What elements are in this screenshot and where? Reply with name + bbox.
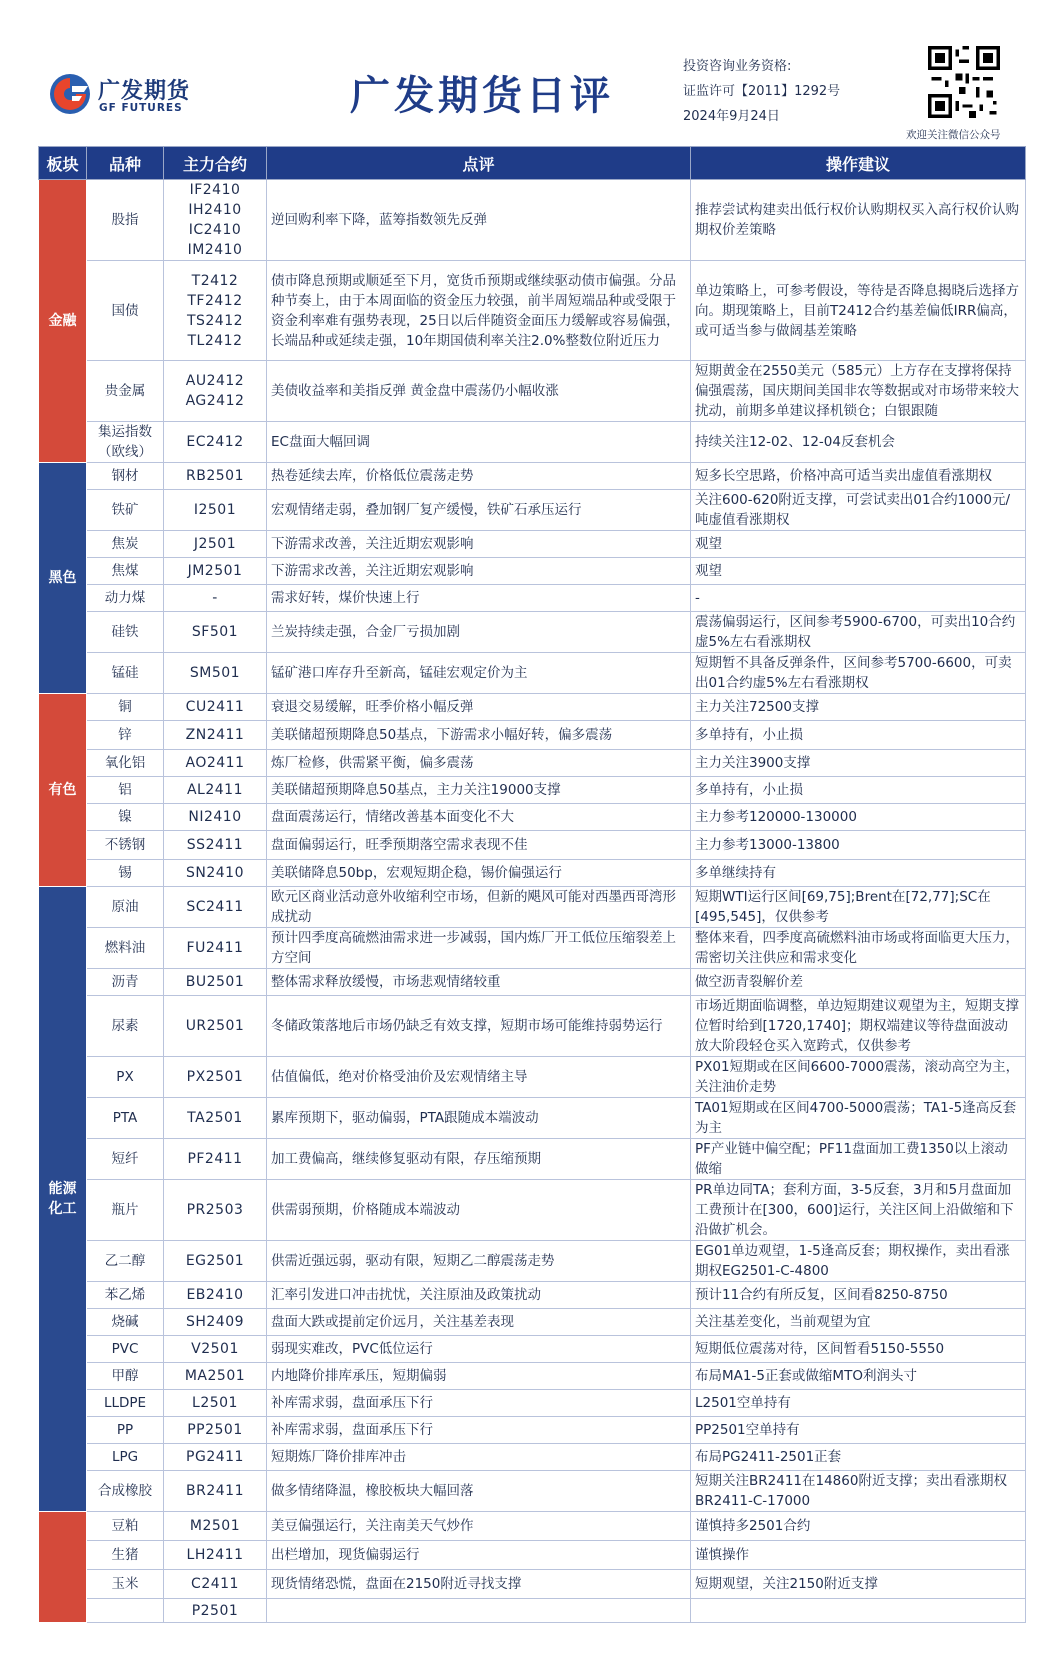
daily-review-table: [38, 146, 1026, 1623]
contract-code: AO2411: [185, 755, 245, 771]
table-row: [39, 694, 1026, 721]
contract-cell: [164, 463, 267, 490]
variety-cell: 锌: [87, 721, 164, 750]
contract-code: BR2411: [186, 1483, 244, 1499]
comment-cell: 盘面偏弱运行，旺季预期落空需求表现不佳: [267, 831, 691, 860]
info-date: 2024年9月24日: [683, 109, 780, 124]
table-row: [39, 1599, 1026, 1623]
advice-cell: 布局PG2411-2501正套: [691, 1444, 1026, 1471]
advice-cell: PR单边同TA；套利方面，3-5反套，3月和5月盘面加工费预计在[300，600]运行，关注区间上沿做缩和下沿做扩机会。: [691, 1180, 1026, 1241]
comment-cell: 整体需求释放缓慢，市场悲观情绪较重: [267, 969, 691, 996]
comment-cell: 估值偏低，绝对价格受油价及宏观情绪主导: [267, 1057, 691, 1098]
variety-cell: LLDPE: [87, 1390, 164, 1417]
advice-cell: 观望: [691, 531, 1026, 558]
contract-code: M2501: [189, 1518, 241, 1534]
table-row: [39, 1512, 1026, 1541]
variety-cell: 锰硅: [87, 653, 164, 694]
contract-code: SM501: [189, 665, 241, 681]
contract-code: J2501: [193, 536, 237, 552]
variety-cell: 沥青: [87, 969, 164, 996]
comment-cell: 短期炼厂降价排库冲击: [267, 1444, 691, 1471]
contract-cell: [164, 1336, 267, 1363]
advice-cell: PF产业链中偏空配；PF11盘面加工费1350以上滚动做缩: [691, 1139, 1026, 1180]
variety-cell: 动力煤: [87, 585, 164, 612]
variety-cell: 烧碱: [87, 1309, 164, 1336]
advice-cell: 短多长空思路，价格冲高可适当卖出虚值看涨期权: [691, 463, 1026, 490]
comment-cell: 补库需求弱，盘面承压下行: [267, 1390, 691, 1417]
advice-cell: 短期低位震荡对待，区间暂看5150-5550: [691, 1336, 1026, 1363]
comment-cell: 热卷延续去库，价格低位震荡走势: [267, 463, 691, 490]
advice-cell: 持续关注12-02、12-04反套机会: [691, 422, 1026, 463]
contract-code: PG2411: [186, 1449, 244, 1465]
logo-text-cn: 广发期货: [98, 79, 191, 104]
contract-cell: [164, 1180, 267, 1241]
contract-code: SF501: [191, 624, 239, 640]
table-row: [39, 422, 1026, 463]
table-row: [39, 585, 1026, 612]
table-row: [39, 996, 1026, 1057]
variety-cell: 玉米: [87, 1570, 164, 1599]
advice-cell: L2501空单持有: [691, 1390, 1026, 1417]
table-row: [39, 1139, 1026, 1180]
col-header-comment: 点评: [267, 147, 691, 180]
comment-cell: 需求好转，煤价快速上行: [267, 585, 691, 612]
table-row: [39, 750, 1026, 777]
table-row: [39, 1309, 1026, 1336]
comment-cell: 美联储超预期降息50基点，主力关注19000支撑: [267, 777, 691, 804]
comment-cell: 衰退交易缓解，旺季价格小幅反弹: [267, 694, 691, 721]
contract-cell: [164, 1599, 267, 1623]
contract-code: IF2410: [189, 182, 241, 198]
variety-cell: 铝: [87, 777, 164, 804]
contract-code: JM2501: [187, 563, 243, 579]
table-row: [39, 612, 1026, 653]
contract-cell: [164, 777, 267, 804]
contract-cell: [164, 1444, 267, 1471]
contract-cell: [164, 653, 267, 694]
comment-cell: 兰炭持续走强，合金厂亏损加剧: [267, 612, 691, 653]
comment-cell: 供需近强远弱，驱动有限，短期乙二醇震荡走势: [267, 1241, 691, 1282]
contract-code: IH2410: [188, 202, 242, 218]
contract-cell: [164, 1363, 267, 1390]
table-row: [39, 463, 1026, 490]
comment-cell: [267, 1599, 691, 1623]
comment-cell: 弱现实难改，PVC低位运行: [267, 1336, 691, 1363]
contract-code: BU2501: [185, 974, 245, 990]
advice-cell: EG01单边观望，1-5逢高反套；期权操作，卖出看涨期权EG2501-C-4800: [691, 1241, 1026, 1282]
contract-cell: [164, 1471, 267, 1512]
advice-cell: 谨慎持多2501合约: [691, 1512, 1026, 1541]
contract-cell: [164, 1309, 267, 1336]
contract-code: SC2411: [186, 899, 244, 915]
table-row: [39, 653, 1026, 694]
contract-cell: [164, 1139, 267, 1180]
contract-cell: [164, 1241, 267, 1282]
variety-cell: 甲醇: [87, 1363, 164, 1390]
advice-cell: 多单持有，小止损: [691, 721, 1026, 750]
table-body: [39, 180, 1026, 1623]
contract-code: PX2501: [186, 1069, 244, 1085]
sector-cell: [39, 1512, 87, 1623]
table-row: [39, 1363, 1026, 1390]
advice-cell: 主力关注72500支撑: [691, 694, 1026, 721]
contract-code: EC2412: [186, 434, 244, 450]
advice-cell: 推荐尝试构建卖出低行权价认购期权买入高行权价认购期权价差策略: [691, 180, 1026, 261]
contract-cell: [164, 422, 267, 463]
variety-cell: 乙二醇: [87, 1241, 164, 1282]
advice-cell: 谨慎操作: [691, 1541, 1026, 1570]
contract-code: EG2501: [185, 1253, 245, 1269]
contract-code: C2411: [191, 1576, 239, 1592]
variety-cell: PVC: [87, 1336, 164, 1363]
contract-code: P2501: [191, 1602, 239, 1619]
comment-cell: 美联储降息50bp，宏观短期企稳，锡价偏强运行: [267, 860, 691, 887]
variety-cell: 氧化铝: [87, 750, 164, 777]
table-row: [39, 860, 1026, 887]
advice-cell: 多单继续持有: [691, 860, 1026, 887]
contract-cell: [164, 1057, 267, 1098]
wechat-qr-code: [928, 46, 1000, 118]
contract-cell: [164, 969, 267, 996]
variety-cell: 国债: [87, 261, 164, 361]
sector-cell: 黑色: [39, 463, 87, 694]
sector-cell: 有色: [39, 694, 87, 887]
variety-cell: 瓶片: [87, 1180, 164, 1241]
comment-cell: 炼厂检修，供需紧平衡，偏多震荡: [267, 750, 691, 777]
advice-cell: 主力参考13000-13800: [691, 831, 1026, 860]
variety-cell: 硅铁: [87, 612, 164, 653]
contract-code: I2501: [193, 502, 237, 518]
variety-cell: 集运指数（欧线）: [87, 422, 164, 463]
comment-cell: EC盘面大幅回调: [267, 422, 691, 463]
table-row: [39, 1444, 1026, 1471]
advice-cell: 短期WTI运行区间[69,75];Brent在[72,77];SC在[495,545]，仅供参考: [691, 887, 1026, 928]
gf-futures-logo: [48, 72, 198, 120]
contract-code: UR2501: [185, 1018, 245, 1034]
table-row: [39, 721, 1026, 750]
variety-cell: 铁矿: [87, 490, 164, 531]
table-row: [39, 531, 1026, 558]
advice-cell: PX01短期或在区间6600-7000震荡，滚动高空为主，关注油价走势: [691, 1057, 1026, 1098]
contract-cell: [164, 750, 267, 777]
contract-code: RB2501: [186, 468, 244, 484]
contract-cell: [164, 1390, 267, 1417]
contract-cell: [164, 1541, 267, 1570]
table-row: [39, 1336, 1026, 1363]
table-row: [39, 969, 1026, 996]
contract-code: L2501: [192, 1395, 238, 1411]
contract-code: -: [212, 590, 218, 606]
table-row: [39, 1282, 1026, 1309]
contract-cell: [164, 1512, 267, 1541]
advice-cell: TA01短期或在区间4700-5000震荡；TA1-5逢高反套为主: [691, 1098, 1026, 1139]
contract-cell: [164, 996, 267, 1057]
variety-cell: 不锈钢: [87, 831, 164, 860]
advice-cell: -: [691, 585, 1026, 612]
contract-cell: [164, 831, 267, 860]
table-row: [39, 261, 1026, 361]
contract-code: PP2501: [187, 1422, 243, 1438]
contract-code: SH2409: [185, 1314, 245, 1330]
comment-cell: 逆回购利率下降，蓝筹指数领先反弹: [267, 180, 691, 261]
advice-cell: 整体来看，四季度高硫燃料油市场或将面临更大压力，需密切关注供应和需求变化: [691, 928, 1026, 969]
table-row: [39, 804, 1026, 831]
table-row: [39, 928, 1026, 969]
advice-cell: 多单持有，小止损: [691, 777, 1026, 804]
comment-cell: 宏观情绪走弱，叠加钢厂复产缓慢，铁矿石承压运行: [267, 490, 691, 531]
contract-cell: [164, 1098, 267, 1139]
advice-cell: 预计11合约有所反复，区间看8250-8750: [691, 1282, 1026, 1309]
qr-caption: 欢迎关注微信公众号: [906, 129, 1001, 141]
advice-cell: 布局MA1-5正套或做缩MTO利润头寸: [691, 1363, 1026, 1390]
comment-cell: 锰矿港口库存升至新高，锰硅宏观定价为主: [267, 653, 691, 694]
contract-code: TL2412: [187, 332, 243, 349]
contract-code: AG2412: [185, 393, 245, 409]
variety-cell: 短纤: [87, 1139, 164, 1180]
comment-cell: 债市降息预期或顺延至下月，宽货币预期或继续驱动债市偏强。分品种节奏上，由于本周面临的资金压力较强，前半周短端品种或受限于资金利率难有强势表现，25日以后伴随资金面压力缓解或容易偏强，长端品种或延续走强，10年期国债利率关注2.0%整数位附近压力: [267, 261, 691, 361]
table-row: [39, 1241, 1026, 1282]
comment-cell: 盘面大跌或提前定价远月，关注基差表现: [267, 1309, 691, 1336]
comment-cell: 内地降价排库承压，短期偏弱: [267, 1363, 691, 1390]
contract-code: AL2411: [186, 782, 243, 798]
info-license: 证监许可【2011】1292号: [683, 84, 841, 99]
contract-code: TF2412: [187, 292, 243, 309]
contract-code: FU2411: [186, 940, 244, 956]
variety-cell: 焦煤: [87, 558, 164, 585]
comment-cell: 汇率引发进口冲击扰忧，关注原油及政策扰动: [267, 1282, 691, 1309]
variety-cell: 豆粕: [87, 1512, 164, 1541]
variety-cell: 燃料油: [87, 928, 164, 969]
contract-code: SS2411: [186, 837, 244, 853]
table-row: [39, 490, 1026, 531]
contract-cell: [164, 585, 267, 612]
col-header-variety: 品种: [87, 147, 164, 180]
sector-cell: 金融: [39, 180, 87, 463]
contract-cell: [164, 694, 267, 721]
variety-cell: 锡: [87, 860, 164, 887]
table-row: [39, 180, 1026, 261]
contract-code: ZN2411: [185, 727, 245, 743]
table-row: [39, 1098, 1026, 1139]
contract-cell: [164, 261, 267, 361]
variety-cell: 镍: [87, 804, 164, 831]
table-row: [39, 831, 1026, 860]
comment-cell: 加工费偏高，继续修复驱动有限，存压缩预期: [267, 1139, 691, 1180]
comment-cell: 美债收益率和美指反弹 黄金盘中震荡仍小幅收涨: [267, 361, 691, 422]
comment-cell: 美联储超预期降息50基点，下游需求小幅好转，偏多震荡: [267, 721, 691, 750]
contract-cell: [164, 531, 267, 558]
table-row: [39, 1390, 1026, 1417]
contract-code: IC2410: [188, 222, 242, 238]
sector-cell: 能源化工: [39, 887, 87, 1512]
contract-code: SN2410: [186, 865, 244, 881]
variety-cell: 股指: [87, 180, 164, 261]
advice-cell: 短期暂不具备反弹条件，区间参考5700-6600，可卖出01合约虚5%左右看涨期权: [691, 653, 1026, 694]
advice-cell: [691, 1599, 1026, 1623]
contract-cell: [164, 804, 267, 831]
contract-code: LH2411: [186, 1547, 244, 1563]
variety-cell: 钢材: [87, 463, 164, 490]
qualification-info: [683, 54, 840, 129]
advice-cell: 关注600-620附近支撑，可尝试卖出01合约1000元/吨虚值看涨期权: [691, 490, 1026, 531]
comment-cell: 做多情绪降温，橡胶板块大幅回落: [267, 1471, 691, 1512]
contract-cell: [164, 361, 267, 422]
variety-cell: [87, 1599, 164, 1623]
contract-code: TS2412: [186, 312, 244, 329]
table-row: [39, 1417, 1026, 1444]
variety-cell: 合成橡胶: [87, 1471, 164, 1512]
table-row: [39, 361, 1026, 422]
variety-cell: 铜: [87, 694, 164, 721]
comment-cell: 累库预期下，驱动偏弱，PTA跟随成本端波动: [267, 1098, 691, 1139]
comment-cell: 美豆偏强运行，关注南美天气炒作: [267, 1512, 691, 1541]
variety-cell: 苯乙烯: [87, 1282, 164, 1309]
col-header-sector: 板块: [39, 147, 87, 180]
page-title: 广发期货日评: [350, 73, 614, 119]
contract-cell: [164, 558, 267, 585]
table-row: [39, 1057, 1026, 1098]
contract-cell: [164, 1570, 267, 1599]
table-row: [39, 1570, 1026, 1599]
comment-cell: 补库需求弱，盘面承压下行: [267, 1417, 691, 1444]
contract-code: EB2410: [186, 1287, 244, 1303]
comment-cell: 欧元区商业活动意外收缩利空市场，但新的飓风可能对西墨西哥湾形成扰动: [267, 887, 691, 928]
contract-code: MA2501: [184, 1368, 246, 1384]
advice-cell: 市场近期面临调整，单边短期建议观望为主，短期支撑位暂时给到[1720,1740]；期权端建议等待盘面波动放大阶段轻仓买入宽跨式，仅供参考: [691, 996, 1026, 1057]
logo-text-en: GF FUTURES: [99, 102, 183, 114]
table-row: [39, 1541, 1026, 1570]
table-row: [39, 777, 1026, 804]
advice-cell: 短期关注BR2411在14860附近支撑；卖出看涨期权BR2411-C-17000: [691, 1471, 1026, 1512]
variety-cell: 贵金属: [87, 361, 164, 422]
contract-code: NI2410: [188, 809, 242, 825]
variety-cell: LPG: [87, 1444, 164, 1471]
info-qualification: 投资咨询业务资格:: [683, 59, 792, 74]
contract-code: CU2411: [185, 699, 245, 715]
advice-cell: 短期观望，关注2150附近支撑: [691, 1570, 1026, 1599]
variety-cell: PTA: [87, 1098, 164, 1139]
advice-cell: 主力关注3900支撑: [691, 750, 1026, 777]
comment-cell: 出栏增加，现货偏弱运行: [267, 1541, 691, 1570]
contract-cell: [164, 860, 267, 887]
comment-cell: 预计四季度高硫燃油需求进一步减弱，国内炼厂开工低位压缩裂差上方空间: [267, 928, 691, 969]
contract-cell: [164, 1417, 267, 1444]
contract-code: IM2410: [187, 242, 243, 258]
contract-cell: [164, 180, 267, 261]
table-row: [39, 1180, 1026, 1241]
contract-code: TA2501: [187, 1110, 243, 1126]
variety-cell: 原油: [87, 887, 164, 928]
comment-cell: 现货情绪恐慌，盘面在2150附近寻找支撑: [267, 1570, 691, 1599]
contract-cell: [164, 928, 267, 969]
advice-cell: 短期黄金在2550美元（585元）上方存在支撑将保持偏强震荡，国庆期间美国非农等数据或对市场带来较大扰动，前期多单建议择机锁仓；白银跟随: [691, 361, 1026, 422]
advice-cell: 单边策略上，可参考假设，等待是否降息揭晓后选择方向。期现策略上，目前T2412合约基差偏低IRR偏高，或可适当参与做阔基差策略: [691, 261, 1026, 361]
comment-cell: 盘面震荡运行，情绪改善基本面变化不大: [267, 804, 691, 831]
contract-cell: [164, 1282, 267, 1309]
advice-cell: 主力参考120000-130000: [691, 804, 1026, 831]
table-row: [39, 887, 1026, 928]
variety-cell: PX: [87, 1057, 164, 1098]
table-row: [39, 1471, 1026, 1512]
col-header-advice: 操作建议: [691, 147, 1026, 180]
contract-cell: [164, 887, 267, 928]
advice-cell: 做空沥青裂解价差: [691, 969, 1026, 996]
gf-logo-icon: [48, 72, 92, 116]
contract-cell: [164, 490, 267, 531]
contract-code: AU2412: [185, 373, 245, 389]
table-header-row: [39, 147, 1026, 180]
contract-code: PF2411: [187, 1151, 243, 1167]
variety-cell: PP: [87, 1417, 164, 1444]
comment-cell: 下游需求改善，关注近期宏观影响: [267, 531, 691, 558]
variety-cell: 生猪: [87, 1541, 164, 1570]
contract-code: T2412: [191, 272, 239, 289]
advice-cell: 震荡偏弱运行，区间参考5900-6700，可卖出10合约虚5%左右看涨期权: [691, 612, 1026, 653]
advice-cell: 关注基差变化，当前观望为宜: [691, 1309, 1026, 1336]
contract-code: PR2503: [186, 1202, 244, 1218]
advice-cell: 观望: [691, 558, 1026, 585]
contract-code: V2501: [191, 1341, 239, 1357]
comment-cell: 供需弱预期，价格随成本端波动: [267, 1180, 691, 1241]
contract-cell: [164, 721, 267, 750]
comment-cell: 下游需求改善，关注近期宏观影响: [267, 558, 691, 585]
advice-cell: PP2501空单持有: [691, 1417, 1026, 1444]
variety-cell: 焦炭: [87, 531, 164, 558]
variety-cell: 尿素: [87, 996, 164, 1057]
table-row: [39, 558, 1026, 585]
col-header-contract: 主力合约: [164, 147, 267, 180]
report-header: [0, 0, 1063, 145]
comment-cell: 冬储政策落地后市场仍缺乏有效支撑，短期市场可能维持弱势运行: [267, 996, 691, 1057]
contract-cell: [164, 612, 267, 653]
